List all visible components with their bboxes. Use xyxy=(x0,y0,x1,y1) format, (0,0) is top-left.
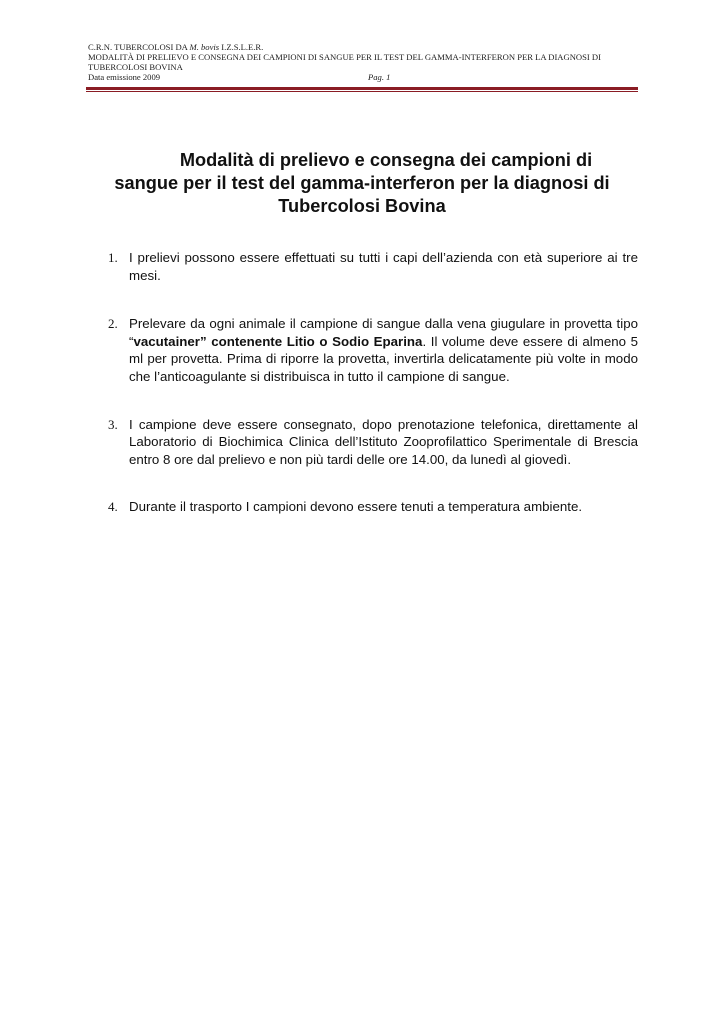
title-line-1: Modalità di prelievo e consegna dei campioni di xyxy=(179,150,593,170)
header-rule-thin xyxy=(86,91,638,92)
title-line-3: Tubercolosi Bovina xyxy=(278,196,446,216)
header-document-title: MODALITÀ DI PRELIEVO E CONSEGNA DEI CAMPIONI DI SANGUE PER IL TEST DEL GAMMA-INTERFERON PER LA DIAGNOSI DI TUBERCOLOSI BOVINA xyxy=(88,52,601,72)
list-item-4 xyxy=(104,498,638,516)
list-item-number: 2. xyxy=(108,316,118,332)
list-item-text-after: . Il volume deve essere di almeno 5 ml per provetta. Prima di riporre la provetta, invertirla delicatamente più volte in modo che l’anticoagulante si distribuisca in tutto il campione di sangue. xyxy=(129,333,638,384)
list-item-number: 1. xyxy=(108,250,118,265)
header-institution: C.R.N. TUBERCOLOSI DA M. bovis I.Z.S.L.E.R. xyxy=(88,42,264,52)
header-rule-thick xyxy=(86,87,638,90)
list-item-3 xyxy=(104,416,638,469)
list-item-text-bold: vacutainer” contenente Litio o Sodio Eparina xyxy=(133,333,423,349)
list-item-text-before: Prelevare da ogni animale il campione di sangue dalla vena giugulare in provetta tipo “ xyxy=(129,316,638,349)
list-item-number: 3. xyxy=(108,416,118,432)
header-page-number: Pag. 1 xyxy=(368,72,391,82)
header-date-row xyxy=(88,72,640,82)
header-issue-date: Data emissione 2009 xyxy=(88,72,161,82)
list-item-2 xyxy=(104,315,638,385)
page-header xyxy=(88,42,640,82)
list-item-text: I campione deve essere consegnato, dopo prenotazione telefonica, direttamente al Laboratorio di Biochimica Clinica dell’Istituto Zooprofilattico Sperimentale di Brescia entro 8 ore dal prelievo e non più tardi delle ore 14.00, da lunedì al giovedì. xyxy=(129,416,638,467)
list-item-1 xyxy=(104,249,638,284)
list-item-number: 4. xyxy=(108,499,118,515)
numbered-list xyxy=(104,249,638,516)
list-item-text: I prelievi possono essere effettuati su tutti i capi dell’azienda con età superiore ai tre mesi. xyxy=(129,250,638,283)
list-item-text: Durante il trasporto I campioni devono essere tenuti a temperatura ambiente. xyxy=(129,499,583,515)
document-title xyxy=(88,149,636,218)
title-line-2: sangue per il test del gamma-interferon per la diagnosi di xyxy=(114,173,610,193)
